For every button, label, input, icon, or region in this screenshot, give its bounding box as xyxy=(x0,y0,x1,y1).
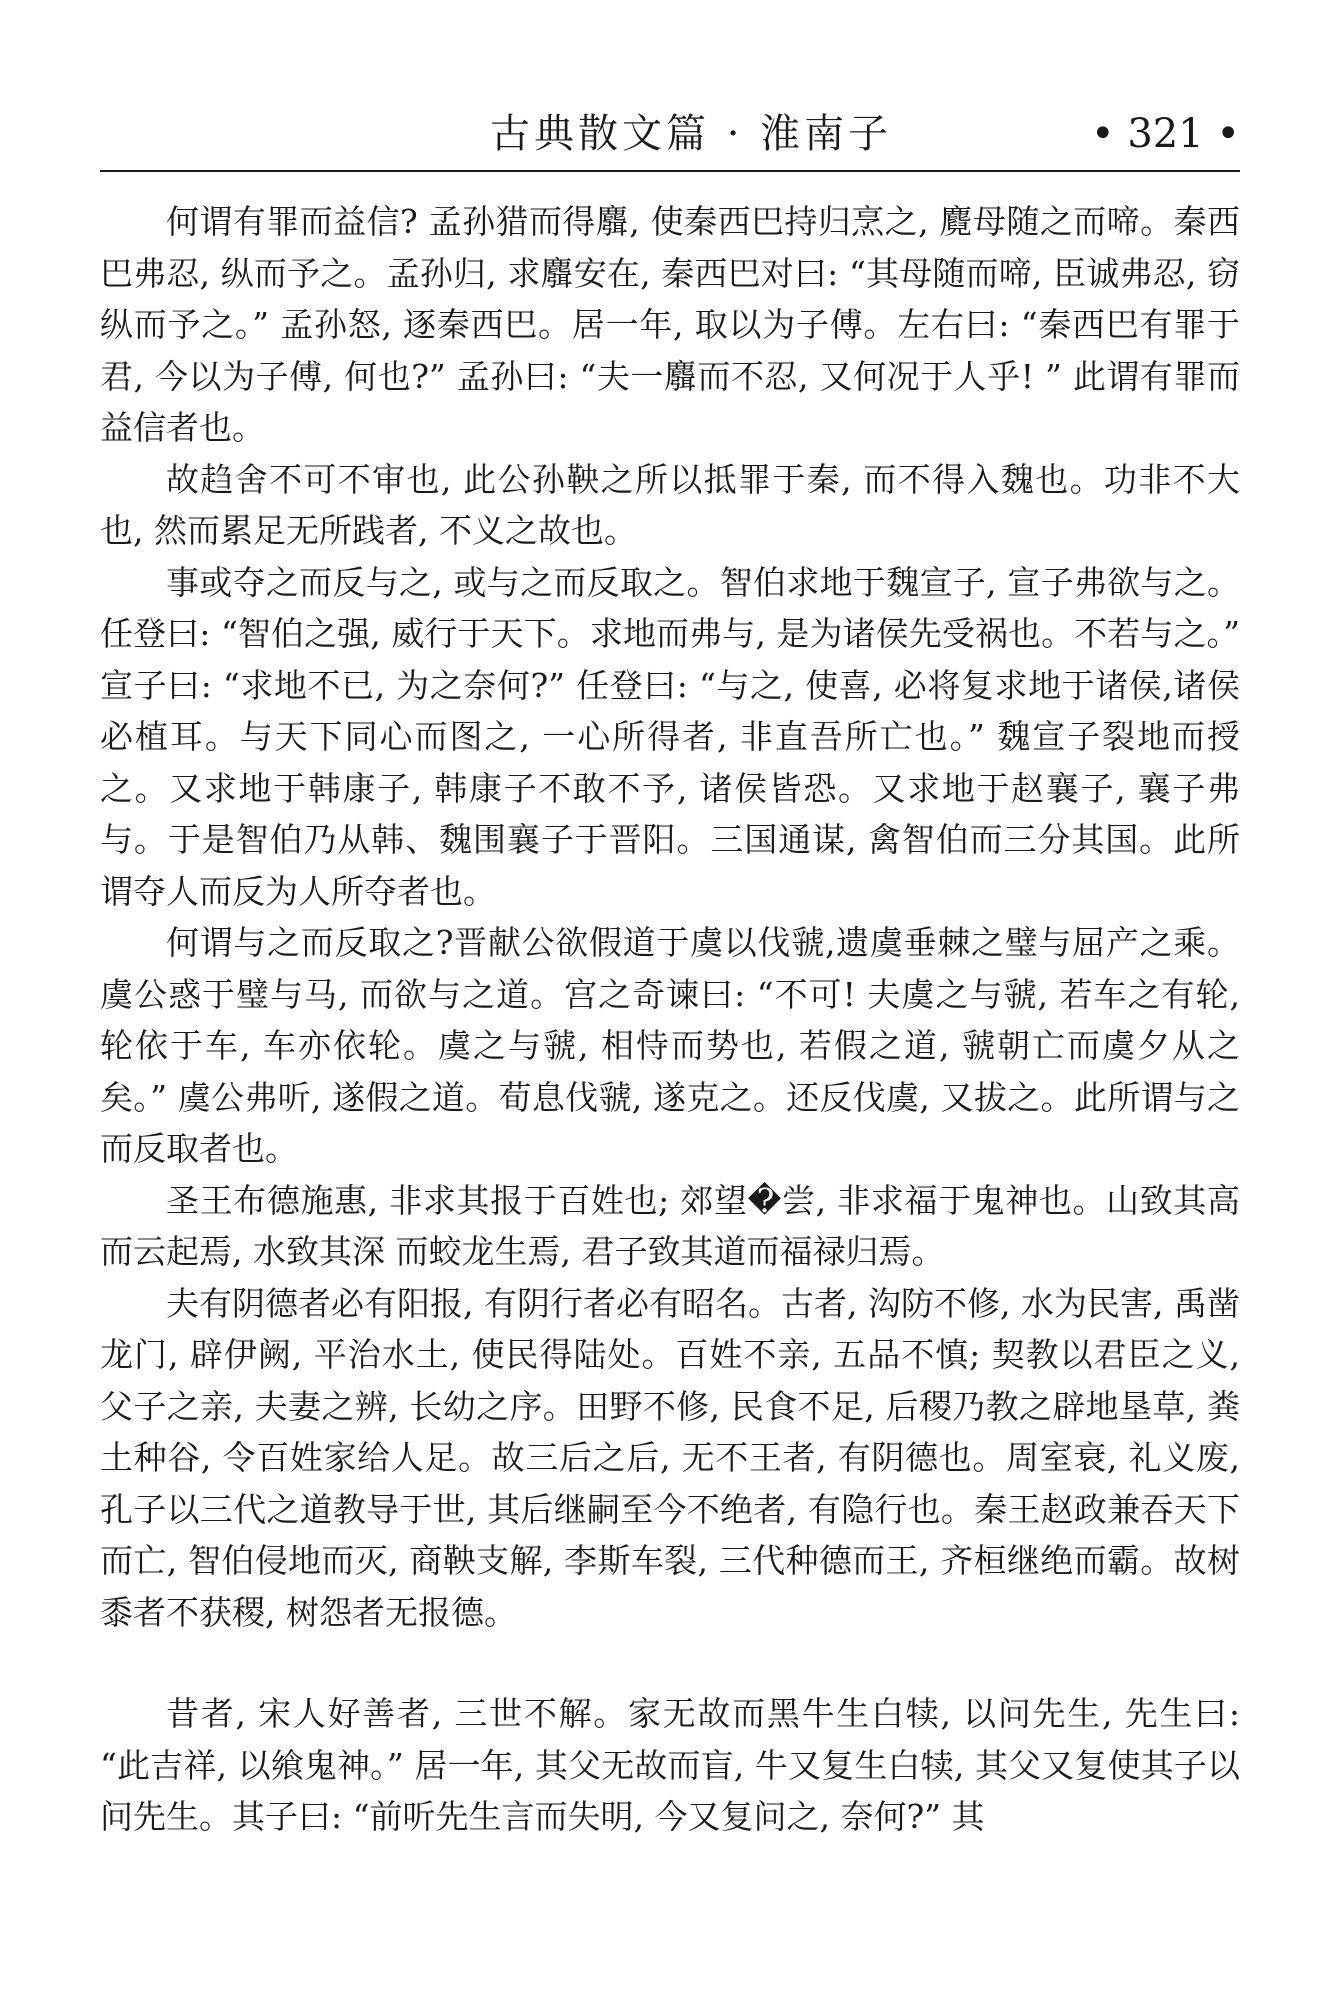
paragraph: 何谓与之而反取之?晋献公欲假道于虞以伐虢,遗虞垂棘之璧与屈产之乘。虞公惑于璧与马, 而欲与之道。宫之奇谏曰: “不可! 夫虞之与虢, 若车之有轮, 轮依于车, 车亦依轮。虞之与虢, 相恃而势也, 若假之道, 虢朝亡而虞夕从之矣。” 虞公弗听, 遂假之道。荀息伐虢, 遂克之。还反伐虞, 又拔之。此所谓与之而反取者也。 xyxy=(100,923,1240,1168)
running-title: 古典散文篇 · 淮南子 xyxy=(490,111,893,157)
header-rule xyxy=(100,170,1240,172)
paragraph: 夫有阴德者必有阳报, 有阴行者必有昭名。古者, 沟防不修, 水为民害, 禹凿龙门, 辟伊阙, 平治水土, 使民得陆处。百姓不亲, 五品不慎; 契教以君臣之义, 父子之亲, 夫妻之辨, 长幼之序。田野不修, 民食不足, 后稷乃教之辟地垦草, 粪土种谷, 令百姓家给人足。故三后之后, 无不王者, 有阴德也。周室衰, 礼义废, 孔子以三代之道教导于世, 其后继嗣至今不绝者, 有隐行也。秦王赵政兼吞天下而亡, 智伯侵地而灭, 商鞅支解, 李斯车裂, 三代种德而王, 齐桓继绝而霸。故树黍者不获稷, 树怨者无报德。 xyxy=(100,1283,1240,1632)
paragraph: 圣王布德施惠, 非求其报于百姓也; 郊望�尝, 非求福于鬼神也。山致其高而云起焉, 水致其深 而蛟龙生焉, 君子致其道而福禄归焉。 xyxy=(100,1180,1240,1271)
page-number: • 321 • xyxy=(1091,111,1240,157)
body-text xyxy=(100,196,1240,1843)
paragraph: 故趋舍不可不审也, 此公孙鞅之所以抵罪于秦, 而不得入魏也。功非不大也, 然而累足无所践者, 不义之故也。 xyxy=(100,459,1240,550)
paragraph: 何谓有罪而益信? 孟孙猎而得麛, 使秦西巴持归烹之, 麑母随之而啼。秦西巴弗忍, 纵而予之。孟孙归, 求麛安在, 秦西巴对曰: “其母随而啼, 臣诚弗忍, 窃纵而予之。” 孟孙怒, 逐秦西巴。居一年, 取以为子傅。左右曰: “秦西巴有罪于君, 今以为子傅, 何也?” 孟孙曰: “夫一麛而不忍, 又何况于人乎! ” 此谓有罪而益信者也。 xyxy=(100,202,1240,447)
paragraph: 昔者, 宋人好善者, 三世不解。家无故而黑牛生白犊, 以问先生, 先生曰: “此吉祥, 以飨鬼神。” 居一年, 其父无故而盲, 牛又复生白犊, 其父又复使其子以问先生。其子曰: “前听先生言而失明, 今又复问之, 奈何?” 其 xyxy=(100,1694,1240,1836)
page-header xyxy=(100,104,1240,164)
paragraph: 事或夺之而反与之, 或与之而反取之。智伯求地于魏宣子, 宣子弗欲与之。任登曰: “智伯之强, 威行于天下。求地而弗与, 是为诸侯先受祸也。不若与之。” 宣子曰: “求地不已, 为之奈何?” 任登曰: “与之, 使喜, 必将复求地于诸侯,诸侯必植耳。与天下同心而图之, 一心所得者, 非直吾所亡也。” 魏宣子裂地而授 之。又求地于韩康子, 韩康子不敢不予, 诸侯皆恐。又求地于赵襄子, 襄子弗与。于是智伯乃从韩、魏围襄子于晋阳。三国通谋, 禽智伯而三分其国。此所谓夺人而反为人所夺者也。 xyxy=(100,562,1240,911)
section-break xyxy=(100,1638,1240,1688)
